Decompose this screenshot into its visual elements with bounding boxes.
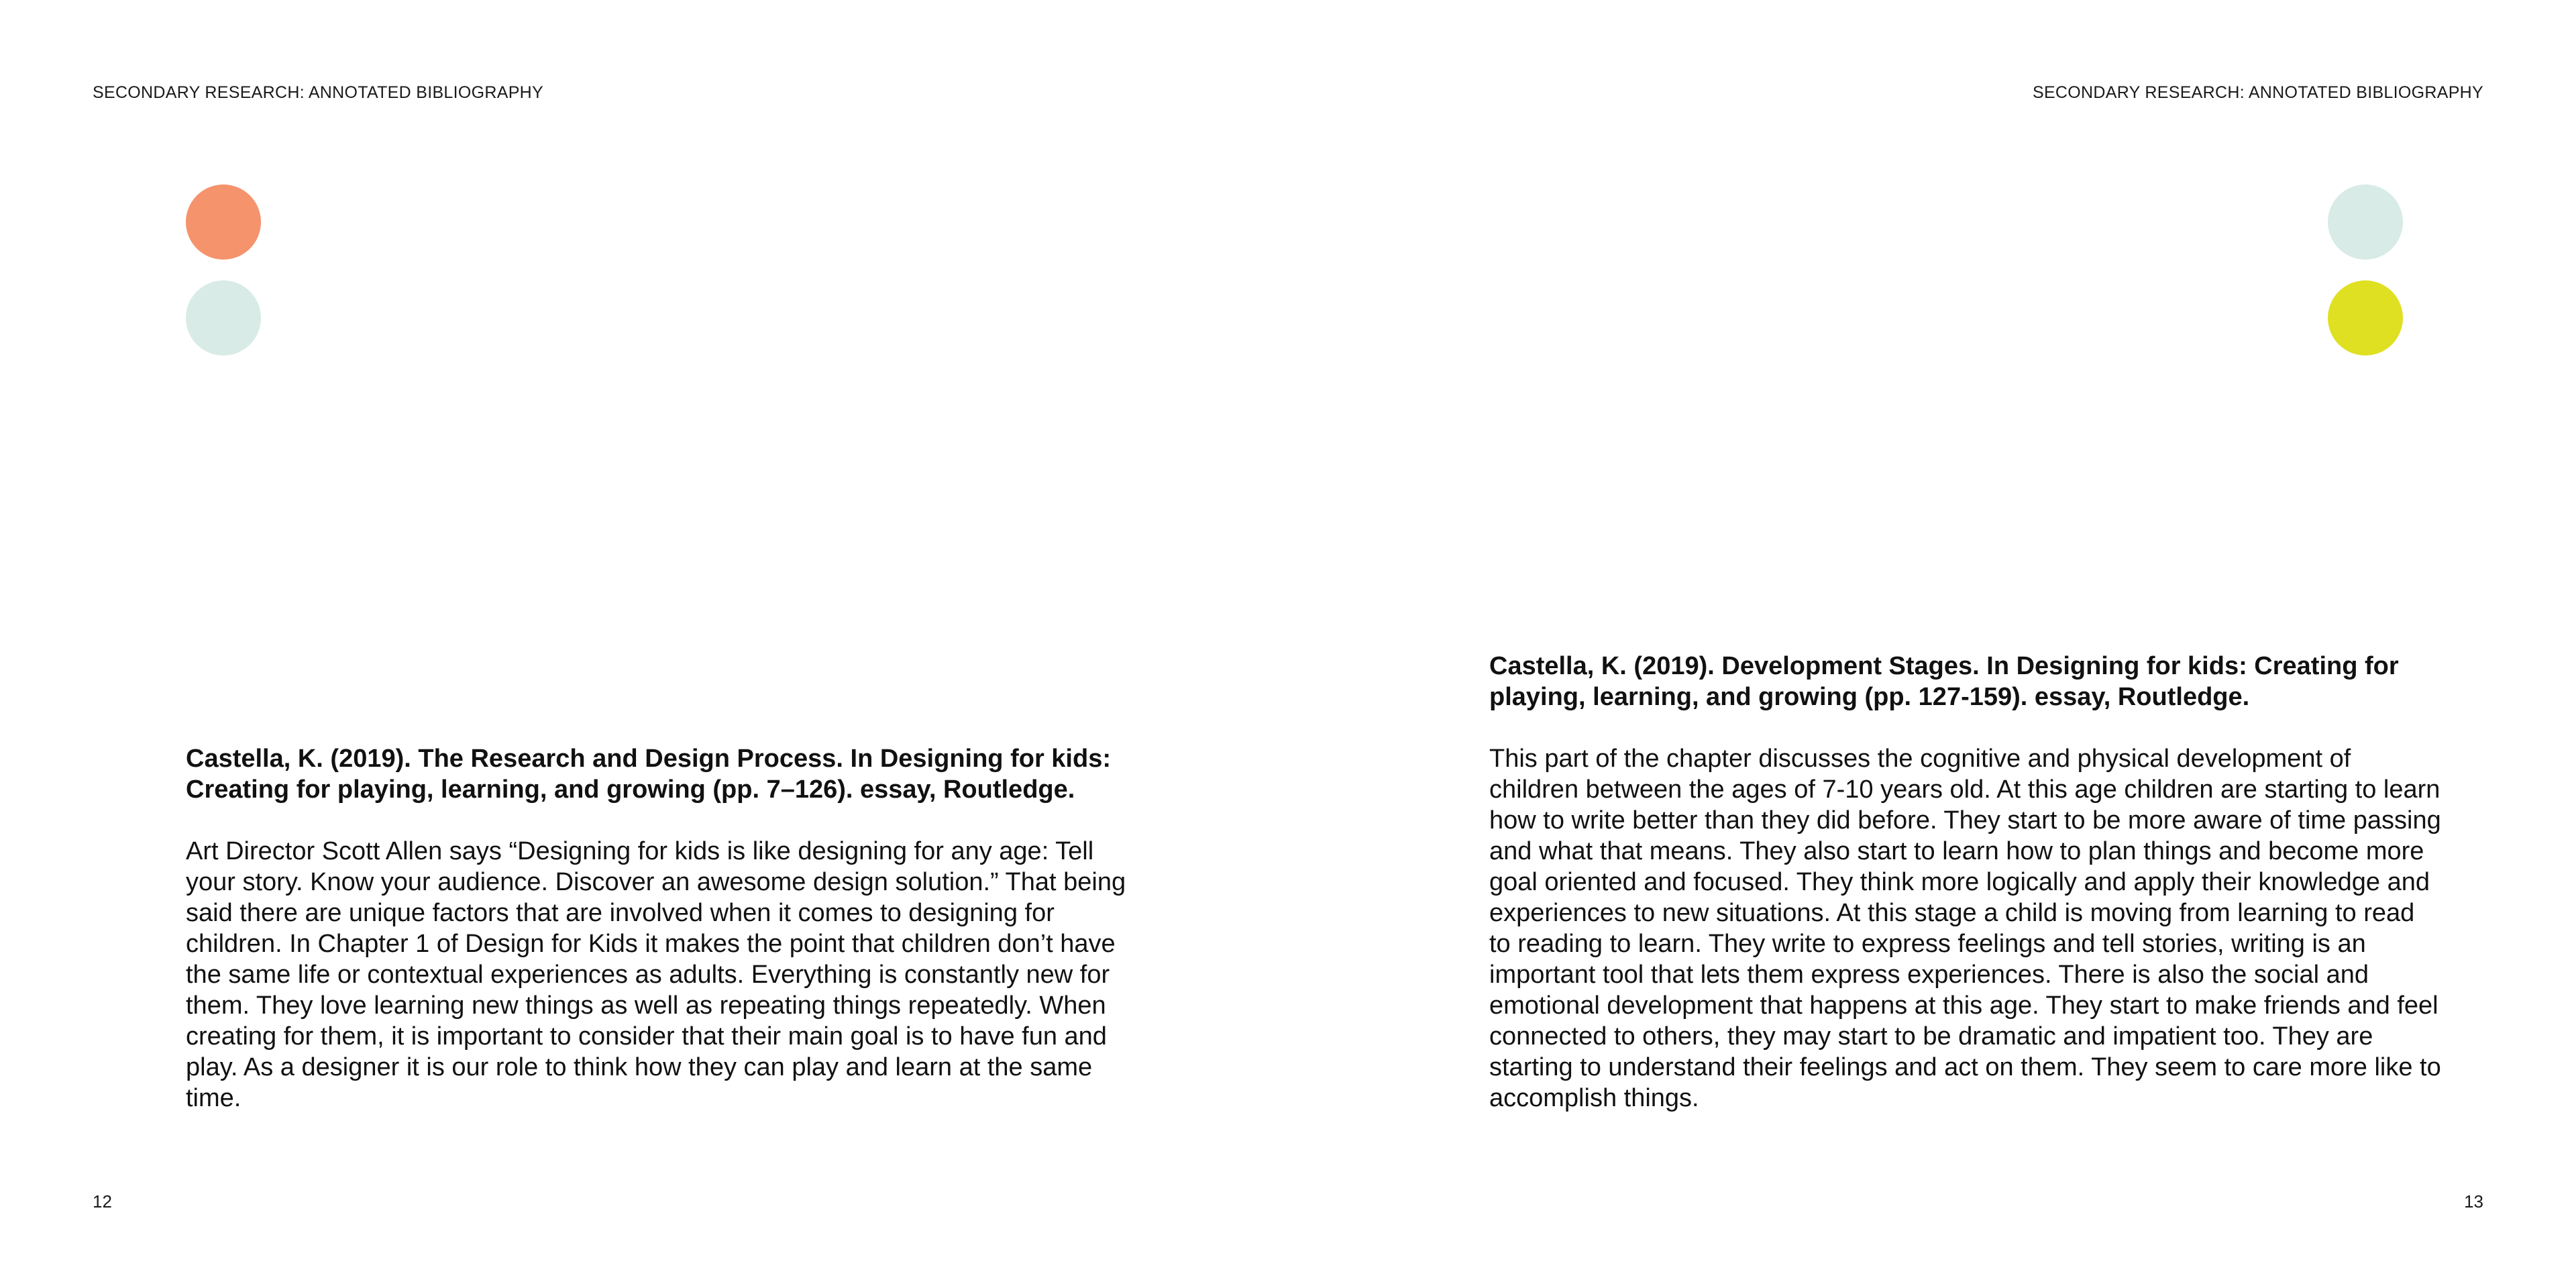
running-head: SECONDARY RESEARCH: ANNOTATED BIBLIOGRAPHY (2032, 83, 2483, 102)
annotation: This part of the chapter discusses the cognitive and physical development of children between the ages of 7-10 years old. At this age children are starting to learn how to write better than they did before. They start to be more aware of time passing and what that means. They also start to learn how to plan things and become more goal oriented and focused. They think more logically and apply their knowledge and experiences to new situations. At this stage a child is moving from learning to read to reading to learn. They write to express feelings and tell stories, writing is an important tool that lets them express experiences. There is also the social and emotional development that happens at this age. They start to make friends and feel connected to others, they may start to be dramatic and impatient too. They are starting to understand their feelings and act on them. They seem to care more like to accomplish things. (1489, 745, 2441, 1112)
lime-dot (2328, 280, 2403, 356)
mint-dot (2328, 184, 2403, 260)
coral-dot (186, 184, 261, 260)
bibliography-entry (1489, 651, 2442, 1114)
right-page (1288, 0, 2576, 1288)
bibliography-entry (186, 743, 1138, 1114)
running-head: SECONDARY RESEARCH: ANNOTATED BIBLIOGRAPHY (93, 83, 544, 102)
citation: Castella, K. (2019). The Research and Design Process. In Designing for kids: Creating for playing, learning, and growing (pp. 7–126). essay, Routledge. (186, 745, 1111, 804)
page-number: 13 (2464, 1191, 2483, 1212)
mint-dot (186, 280, 261, 356)
citation: Castella, K. (2019). Development Stages. In Designing for kids: Creating for playing, learning, and growing (pp. 127-159). essay, Routledge. (1489, 652, 2399, 711)
page-number: 12 (93, 1191, 112, 1212)
annotation: Art Director Scott Allen says “Designing for kids is like designing for any age: Tell your story. Know your audience. Discover an awesome design solution.” That being said there are unique factors that are involved when it comes to designing for children. In Chapter 1 of Design for Kids it makes the point that children don’t have the same life or contextual experiences as adults. Everything is constantly new for them. They love learning new things as well as repeating things repeatedly. When creating for them, it is important to consider that their main goal is to have fun and play. As a designer it is our role to think how they can play and learn at the same time. (186, 837, 1126, 1112)
